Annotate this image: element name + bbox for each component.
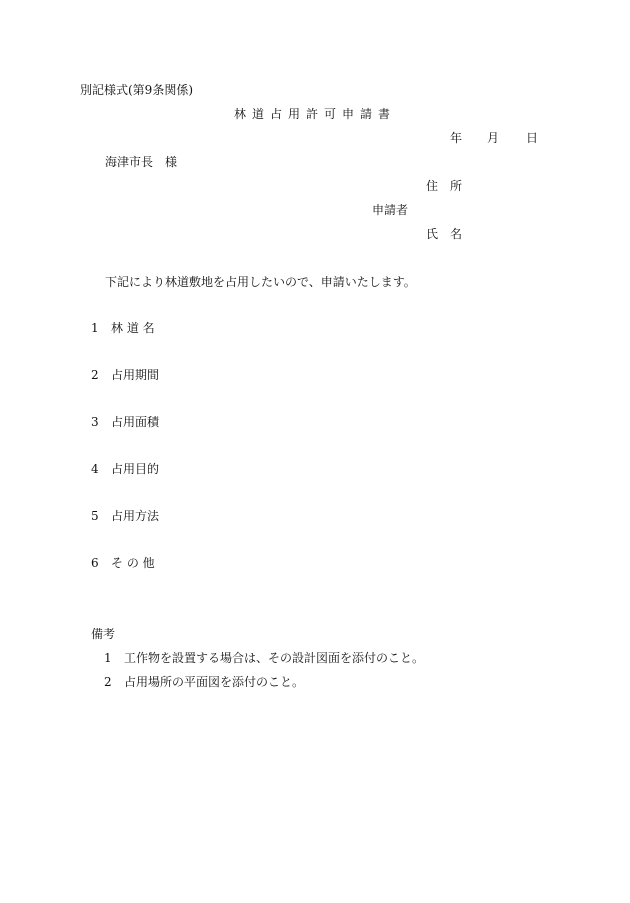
item-number: 6: [91, 556, 99, 570]
item-label: 占用方法: [111, 509, 160, 523]
item-label: 林 道 名: [111, 321, 155, 335]
date-month-label: 月: [487, 131, 500, 145]
item-number: 3: [91, 415, 99, 429]
form-title: 林道占用許可申請書: [234, 107, 397, 121]
item-number: 2: [91, 368, 99, 382]
item-label: そ の 他: [111, 556, 155, 570]
form-reference: 別記様式(第9条関係): [80, 83, 193, 97]
item-number: 5: [91, 509, 99, 523]
item-number: 4: [91, 462, 99, 476]
intro-text: 下記により林道敷地を占用したいので、申請いたします。: [105, 275, 416, 289]
remark-number: 1: [104, 651, 112, 665]
remark-number: 2: [104, 675, 112, 689]
date-day-label: 日: [526, 131, 539, 145]
item-label: 占用目的: [111, 462, 160, 476]
item-number: 1: [91, 321, 99, 335]
remark-text: 工作物を設置する場合は、その設計図面を添付のこと。: [124, 651, 425, 665]
item-label: 占用面積: [111, 415, 160, 429]
address-label: 住 所: [426, 179, 463, 193]
remarks-heading: 備考: [91, 627, 116, 641]
remark-text: 占用場所の平面図を添付のこと。: [124, 675, 305, 689]
date-year-label: 年: [450, 131, 463, 145]
addressee: 海津市長 様: [105, 155, 178, 169]
name-label: 氏 名: [426, 227, 463, 241]
applicant-label: 申請者: [372, 203, 409, 217]
item-label: 占用期間: [111, 368, 160, 382]
